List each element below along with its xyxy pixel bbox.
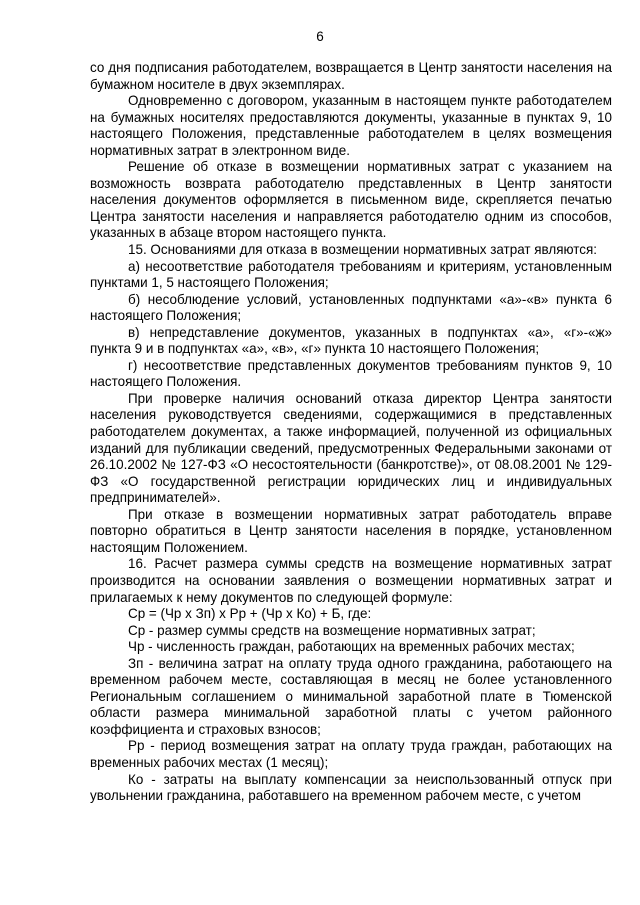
paragraph-definition-rr: Рр - период возмещения затрат на оплату труда граждан, работающих на временных рабочих местах (1 месяц); (90, 738, 612, 770)
paragraph-item-v: в) непредставление документов, указанных в подпунктах «а», «г»-«ж» пункта 9 и в подпунктах «а», «в», «г» пункта 10 настоящего Положения; (90, 324, 612, 357)
paragraph-definition-chr: Чр - численность граждан, работающих на временных рабочих местах; (128, 639, 575, 655)
paragraph-definition-zp: Зп - величина затрат на оплату труда одного гражданина, работающего на временном рабочем месте, составляющая в месяц не более установленного Региональным соглашением о минимальной заработной плате в Тюменской области размера минимальной заработной платы с учетом районного коэффициента и страховых взносов; (90, 655, 612, 737)
paragraph-clause-16: 16. Расчет размера суммы средств на возмещение нормативных затрат производится на основании заявления о возмещении нормативных затрат и прилагаемых к нему документов по следующей формуле: (90, 556, 612, 605)
paragraph-definition-ko: Ко - затраты на выплату компенсации за неиспользованный отпуск при увольнении гражданина, работавшего на временном рабочем месте, с учетом (90, 771, 612, 804)
paragraph-formula: Ср = (Чр х Зп) х Рр + (Чр х Ко) + Б, где: (128, 606, 372, 622)
paragraph-documents-with-contract: Одновременно с договором, указанным в настоящем пункте работодателем на бумажных носителях предоставляются документы, указанные в пунктах 9, 10 настоящего Положения, представленные работодателем в целях возмещения нормативных затрат в электронном виде. (90, 93, 612, 158)
paragraph-verification: При проверке наличия оснований отказа директор Центра занятости населения руководствуется сведениями, содержащимися в представленных работодателем документах, а также информацией, полученной из официальных изданий для публикации сведений, предусмотренных Федеральными законами от 26.10.2002 № 127-ФЗ «О несостоятельности (банкротстве)», от 08.08.2001 № 129-ФЗ «О государственной регистрации юридических лиц и индивидуальных предпринимателей». (90, 390, 612, 506)
page-number: 6 (316, 29, 324, 44)
paragraph-clause-15: 15. Основаниями для отказа в возмещении нормативных затрат являются: (128, 242, 597, 258)
paragraph-refusal-decision: Решение об отказе в возмещении нормативных затрат с указанием на возможность возврата работодателю представленных в Центр занятости населения документов оформляется в письменном виде, скрепляется печатью Центра занятости населения и направляется работодателю одним из способов, указанных в абзаце втором настоящего пункта. (90, 159, 612, 241)
paragraph-repeat-application: При отказе в возмещении нормативных затрат работодатель вправе повторно обратиться в Центр занятости населения в порядке, установленном настоящим Положением. (90, 506, 612, 555)
paragraph-item-b: б) несоблюдение условий, установленных подпунктами «а»-«в» пункта 6 настоящего Положения; (90, 291, 612, 324)
paragraph-continuation: со дня подписания работодателем, возвращается в Центр занятости населения на бумажном носителе в двух экземплярах. (90, 60, 612, 92)
paragraph-definition-sr: Ср - размер суммы средств на возмещение нормативных затрат; (128, 622, 536, 638)
document-body (90, 60, 612, 805)
paragraph-item-a: а) несоответствие работодателя требованиям и критериям, установленным пунктами 1, 5 настоящего Положения; (90, 258, 612, 291)
paragraph-item-g: г) несоответствие представленных документов требованиям пунктов 9, 10 настоящего Положения. (90, 357, 612, 390)
